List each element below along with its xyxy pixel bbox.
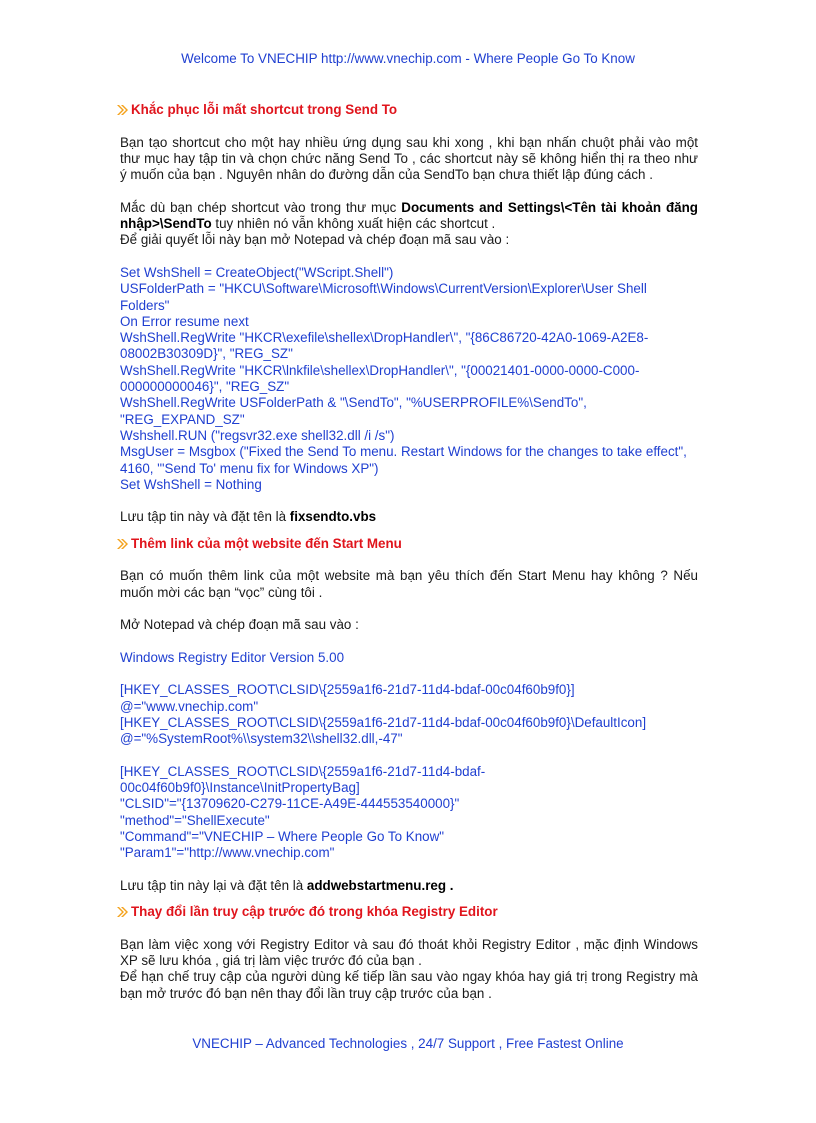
code-line: @="%SystemRoot%\\system32\\shell32.dll,-47" [120,731,403,747]
section-heading-send-to [120,102,698,118]
code-line: "Param1"="http://www.vnechip.com" [120,845,335,861]
paragraph: Bạn làm việc xong với Registry Editor và sau đó thoát khỏi Registry Editor , mặc định Windows XP sẽ lưu khóa , giá trị làm việc trước đó của bạn . [120,936,698,969]
code-line: "CLSID"="{13709620-C279-11CE-A49E-444553540000}" [120,796,460,812]
section-title: Khắc phục lỗi mất shortcut trong Send To [131,102,398,117]
code-line: On Error resume next [120,313,249,329]
section-heading-start-menu [120,536,698,552]
arrow-bullet-icon [116,906,128,918]
reg-code-block-1 [120,682,698,747]
paragraph: Bạn tạo shortcut cho một hay nhiều ứng dụng sau khi xong , khi bạn nhấn chuột phải vào một thư mục hay tập tin và chọn chức năng Send To , các shortcut này sẽ không hiển thị ra theo như ý muốn của bạn . Nguyên nhân do đường dẫn của SendTo bạn chưa thiết lập đúng cách . [120,134,698,183]
paragraph: Lưu tập tin này và đặt tên là fixsendto.vbs [120,509,377,525]
code-line: @="www.vnechip.com" [120,698,259,714]
code-line: Wshshell.RUN ("regsvr32.exe shell32.dll /i /s") [120,427,395,443]
code-line: WshShell.RegWrite "HKCR\exefile\shellex\DropHandler\", "{86C86720-42A0-1069-A2E8-08002B30309D}", "REG_SZ" [120,330,649,362]
code-line: [HKEY_CLASSES_ROOT\CLSID\{2559a1f6-21d7-11d4-bdaf-00c04f60b9f0}\DefaultIcon] [120,714,647,730]
arrow-bullet-icon [116,538,128,550]
paragraph: Để hạn chế truy cập của người dùng kế tiếp lần sau vào ngay khóa hay giá trị trong Registry mà bạn mở trước đó bạn nên thay đổi lần truy cập trước của bạn . [120,969,698,1001]
code-line: [HKEY_CLASSES_ROOT\CLSID\{2559a1f6-21d7-11d4-bdaf-00c04f60b9f0}] [120,682,575,698]
paragraph: Lưu tập tin này lại và đặt tên là addwebstartmenu.reg . [120,877,454,893]
reg-code-block-2 [120,764,698,862]
section-title: Thêm link của một website đến Start Menu [131,535,402,551]
page-header: Welcome To VNECHIP http://www.vnechip.com - Where People Go To Know [181,51,635,66]
paragraph: Mở Notepad và chép đoạn mã sau vào : [120,617,359,633]
document-body [120,102,698,1002]
paragraph: Mắc dù bạn chép shortcut vào trong thư mục Documents and Settings\<Tên tài khoản đăng nhập>\SendTo tuy nhiên nó vẫn không xuất hiện các shortcut . [120,199,698,232]
code-line: Set WshShell = CreateObject("WScript.Shell") [120,264,394,280]
page-footer: VNECHIP – Advanced Technologies , 24/7 Support , Free Fastest Online [192,1036,624,1051]
filename: fixsendto.vbs [289,509,377,525]
paragraph: Để giải quyết lỗi này bạn mở Notepad và chép đoạn mã sau vào : [120,232,510,248]
code-line: "Command"="VNECHIP – Where People Go To Know" [120,829,445,845]
code-line: WshShell.RegWrite USFolderPath & "\SendTo", "%USERPROFILE%\SendTo", "REG_EXPAND_SZ" [120,395,587,427]
filename: addwebstartmenu.reg . [306,877,454,893]
code-line: Set WshShell = Nothing [120,476,262,492]
code-line: "method"="ShellExecute" [120,812,270,828]
code-line: [HKEY_CLASSES_ROOT\CLSID\{2559a1f6-21d7-11d4-bdaf-00c04f60b9f0}\Instance\InitPropertyBag] [120,763,486,796]
arrow-bullet-icon [116,104,128,116]
section-heading-registry [120,904,698,920]
section-title: Thay đổi lần truy cập trước đó trong khóa Registry Editor [131,904,498,920]
code-line: USFolderPath = "HKCU\Software\Microsoft\Windows\CurrentVersion\Explorer\User Shell Folders" [120,281,647,313]
code-line: WshShell.RegWrite "HKCR\lnkfile\shellex\DropHandler\", "{00021401-0000-0000-C000-000000000046}", "REG_SZ" [120,362,640,395]
code-line: MsgUser = Msgbox ("Fixed the Send To menu. Restart Windows for the changes to take effect", 4160, "'Send To' menu fix for Windows XP") [120,444,687,476]
reg-code-version: Windows Registry Editor Version 5.00 [120,649,345,665]
vbs-code-block [120,265,698,493]
paragraph: Bạn có muốn thêm link của một website mà bạn yêu thích đến Start Menu hay không ? Nếu muốn mời các bạn “vọc” cùng tôi . [120,568,698,600]
